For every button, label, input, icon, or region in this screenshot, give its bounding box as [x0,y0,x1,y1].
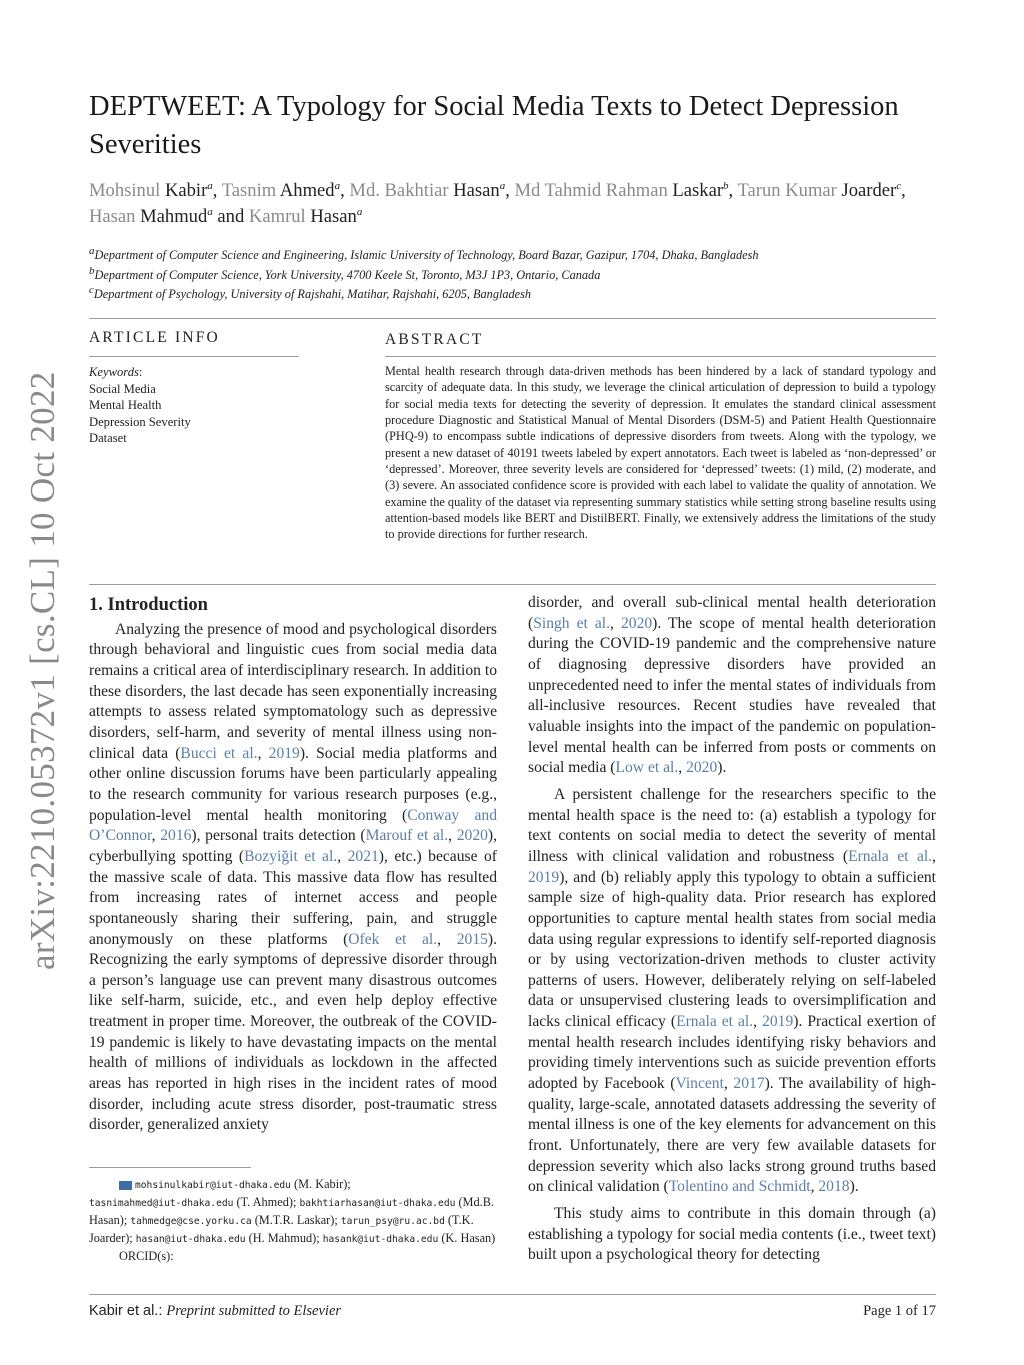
author-affiliation-mark: a [499,179,506,192]
left-column [89,595,497,1136]
author-affiliation-mark: a [207,179,213,192]
email-link[interactable]: tarun_psy@ru.ac.bd [340,1216,445,1227]
author-given-name: Mohsinul [89,180,165,201]
footer-author: Kabir et al.: [89,1303,167,1319]
email-link[interactable]: tasnimahmed@iut-dhaka.edu [89,1198,234,1209]
keyword-item: Social Media [89,381,156,396]
keyword-item: Depression Severity [89,414,191,429]
page-number: Page 1 of 17 [863,1303,936,1319]
right-column [528,593,936,1266]
citation-link[interactable]: 2019 [762,1013,794,1031]
intro-paragraph-1-cont: disorder, and overall sub-clinical mental health deterioration (Singh et al., 2020). The scope of mental health deterioration during the COVID-19 pandemic and the comprehensive nature of diagnosing depressive disorders have provided an unprecedented need to infer the mental states of individuals from all-inclusive resources. Recent studies have revealed that valuable insights into the impact of the pandemic on population-level mental health can be inferred from posts or comments on social media (Low et al., 2020). [528,594,937,777]
author-given-name: Hasan [89,206,141,227]
affiliations [89,246,949,305]
abstract-heading: ABSTRACT [385,331,484,348]
citation-link[interactable]: Singh et al. [533,614,611,632]
intro-paragraph-3: This study aims to contribute in this domain through (a) establishing a typology for social media contents (i.e., tweet text) built upon a psychological theory for detecting [528,1205,936,1264]
citation-link[interactable]: 2019 [268,744,300,762]
keywords-block: Keywords: Social Media Mental Health Depression Severity Dataset [89,364,299,447]
article-info-heading: ARTICLE INFO [89,329,220,346]
header-divider [89,318,936,319]
citation-link[interactable]: Ofek et al. [348,930,438,948]
footer-note: Preprint submitted to Elsevier [166,1303,342,1319]
citation-link[interactable]: Tolentino and Schmidt [668,1178,811,1196]
paper-title: DEPTWEET: A Typology for Social Media Texts to Detect Depression Severities [89,91,899,160]
email-link[interactable]: hasank@iut-dhaka.edu [322,1234,439,1245]
email-link[interactable]: hasan@iut-dhaka.edu [135,1234,246,1245]
author-given-name: Tarun Kumar [737,180,842,201]
author-family-name: Mahmud [140,206,208,227]
citation-link[interactable]: 2020 [620,614,653,632]
keyword-item: Mental Health [89,398,162,412]
email-link[interactable]: tahmedge@cse.yorku.ca [130,1216,252,1227]
citation-link[interactable]: Ernala et al. [848,847,933,865]
author-list: Mohsinul Kabir$^a$, Tasnim Ahmed$^a$, Md. Bakhtiar Hasan$^a$, Md Tahmid Rahman Laskar$^b$, Tarun Kumar Joarder$^c$, Hasan Mahmud$^a$ and Kamrul Hasan$^a$ [89,179,906,227]
citation-link[interactable]: 2021 [347,847,379,865]
author-family-name: Ahmed [279,180,335,201]
affiliation-line: $^b$Department of Computer Science, York University, 4700 Keele St, Toronto, M3J 1P3, Ontario, Canada [89,264,601,282]
author-given-name: Tasnim [221,180,280,201]
footnote [89,1176,509,1265]
author-family-name: Joarder [841,180,897,201]
citation-link[interactable]: Bozyiğit et al. [244,847,338,865]
citation-link[interactable]: Low et al. [615,759,679,777]
footnote-rule [89,1167,251,1168]
author-family-name: Hasan [310,206,357,227]
citation-link[interactable]: 2018 [818,1178,850,1196]
envelope-icon [119,1181,132,1190]
citation-link[interactable]: 2020 [686,759,718,777]
citation-link[interactable]: Marouf et al. [365,827,449,845]
author-affiliation-mark: a [334,179,341,192]
citation-link[interactable]: 2020 [456,827,488,845]
citation-link[interactable]: 2016 [160,827,192,845]
citation-link[interactable]: Vincent [675,1075,724,1093]
abstract-body: Mental health research through data-driven methods has been hindered by a lack of standard typology and scarcity of adequate data. In this study, we leverage the clinical articulation of depression to build a typology for social media texts for detecting the severity of depression. It emulates the standard clinical assessment procedure Diagnostic and Statistical Manual of Mental Disorders (DSM-5) and Patient Health Questionnaire (PHQ-9) to encompass subtle indications of depressive disorders from tweets. Along with the typology, we present a new dataset of 40191 tweets labeled by expert annotators. Each tweet is labeled as ‘non-depressed’ or ‘depressed’. Moreover, three severity levels are considered for ‘depressed’ tweets: (1) mild, (2) moderate, and (3) severe. An associated confidence score is provided with each label to validate the quality of annotation. We examine the quality of the dataset via representing summary statistics while setting strong baseline results using attention-based models like BERT and DistilBERT. Finally, we extensively address the limitations of the study to provide directions for further research. [385,364,936,542]
author-affiliation-mark: a [207,205,213,218]
intro-paragraph-2: A persistent challenge for the researchers specific to the mental health space is the need to: (a) establish a typology for text contents on social media to detect the severity of mental illness with clinical validation and robustness (Ernala et al., 2019), and (b) reliably apply this typology to obtain a sufficient sample size of high-quality data. Prior research has explored opportunities to capture mental health states from social media data using regular expressions to identify self-reported diagnosis or by using vectorization-driven methods to cluster activity patterns of users. However, deliberately relying on self-labeled data or unsupervised clustering leads to oversimplification and lacks clinical efficacy (Ernala et al., 2019). Practical exertion of mental health research includes identifying risky behaviors and providing timely interventions such as suicide prevention efforts adopted by Facebook (Vincent, 2017). The availability of high-quality, large-scale, annotated datasets addressing the severity of mental illness is one of the key elements for advancement on this front. Unfortunately, there are very few available datasets for depression severity which also lacks strong ground truths based on clinical validation (Tolentino and Schmidt, 2018). [528,785,937,1196]
footer-left [89,1303,341,1320]
section-heading: 1. Introduction [89,595,208,615]
citation-link[interactable]: 2017 [733,1075,765,1093]
arxiv-stamp[interactable]: arXiv:2210.05372v1 [cs.CL] 10 Oct 2022 [23,371,62,970]
citation-link[interactable]: Ernala et al. [676,1013,754,1031]
keywords-label: Keywords [89,365,139,379]
keyword-item: Dataset [89,431,127,445]
email-link[interactable]: bakhtiarhasan@iut-dhaka.edu [299,1198,456,1209]
affiliation-line: $^c$Department of Psychology, University of Rajshahi, Matihar, Rajshahi, 6205, Bangladesh [89,283,532,301]
author-family-name: Laskar [672,180,724,201]
citation-link[interactable]: Bucci et al. [180,744,258,762]
author-given-name: Md Tahmid Rahman [514,180,673,201]
author-given-name: Md. Bakhtiar [349,180,454,201]
author-family-name: Hasan [453,180,500,201]
orcid-label: ORCID(s): [119,1249,174,1263]
keywords-list [89,381,299,447]
author-family-name: Kabir [164,180,208,201]
citation-link[interactable]: 2019 [528,868,560,886]
affiliation-line: $^a$Department of Computer Science and Engineering, Islamic University of Technology, Board Bazar, Gazipur, 1704, Dhaka, Bangladesh [89,244,759,262]
article-info-rule [89,356,299,357]
abstract-divider [89,584,936,585]
author-affiliation-mark: b [723,179,729,192]
citation-link[interactable]: Conway and O’Connor [89,806,497,845]
footer-rule [89,1294,936,1295]
author-given-name: Kamrul [248,206,311,227]
intro-paragraph-1: Analyzing the presence of mood and psychological disorders through behavioral and linguistic cues from social media data remains a critical area of interdisciplinary research. In addition to these disorders, the last decade has seen exponentially increasing attempts to assess related symptomatology such as depressive disorders, self-harm, and severity of mental illness using non-clinical data (Bucci et al., 2019). Social media platforms and other online discussion forums have been particularly appealing to the research community for various research purposes (e.g., population-level mental health monitoring (Conway and O’Connor, 2016), personal traits detection (Marouf et al., 2020), cyberbullying spotting (Bozyiğit et al., 2021), etc.) because of the massive scale of data. This massive data flow has resulted from increasing rates of internet access and people spontaneously sharing their suffering, pain, and struggle anonymously on these platforms (Ofek et al., 2015). Recognizing the early symptoms of depressive disorder through a person’s language use can prevent many disastrous outcomes like self-harm, suicide, etc., and even help deploy effective treatment in proper time. Moreover, the outbreak of the COVID-19 pandemic is likely to have devastating impacts on the mental health of millions of individuals as lockdown in the affected areas has reported in high rises in the incident rates of mood disorder, including acute stress disorder, post-traumatic stress disorder, generalized anxiety [89,620,498,1134]
email-link[interactable]: mohsinulkabir@iut-dhaka.edu [135,1180,291,1191]
abstract-rule [385,356,936,357]
author-affiliation-mark: a [356,205,363,218]
citation-link[interactable]: 2015 [456,930,488,948]
footnote-emails: mohsinulkabir@iut-dhaka.edu (M. Kabir); tasnimahmed@iut-dhaka.edu (T. Ahmed); bakhtiarhasan@iut-dhaka.edu (Md.B. Hasan); tahmedge@cse.yorku.ca (M.T.R. Laskar); tarun_psy@ru.ac.bd (T.K. Joarder); hasan@iut-dhaka.edu (H. Mahmud); hasank@iut-dhaka.edu (K. Hasan) [89,1177,496,1245]
author-affiliation-mark: c [896,179,902,192]
